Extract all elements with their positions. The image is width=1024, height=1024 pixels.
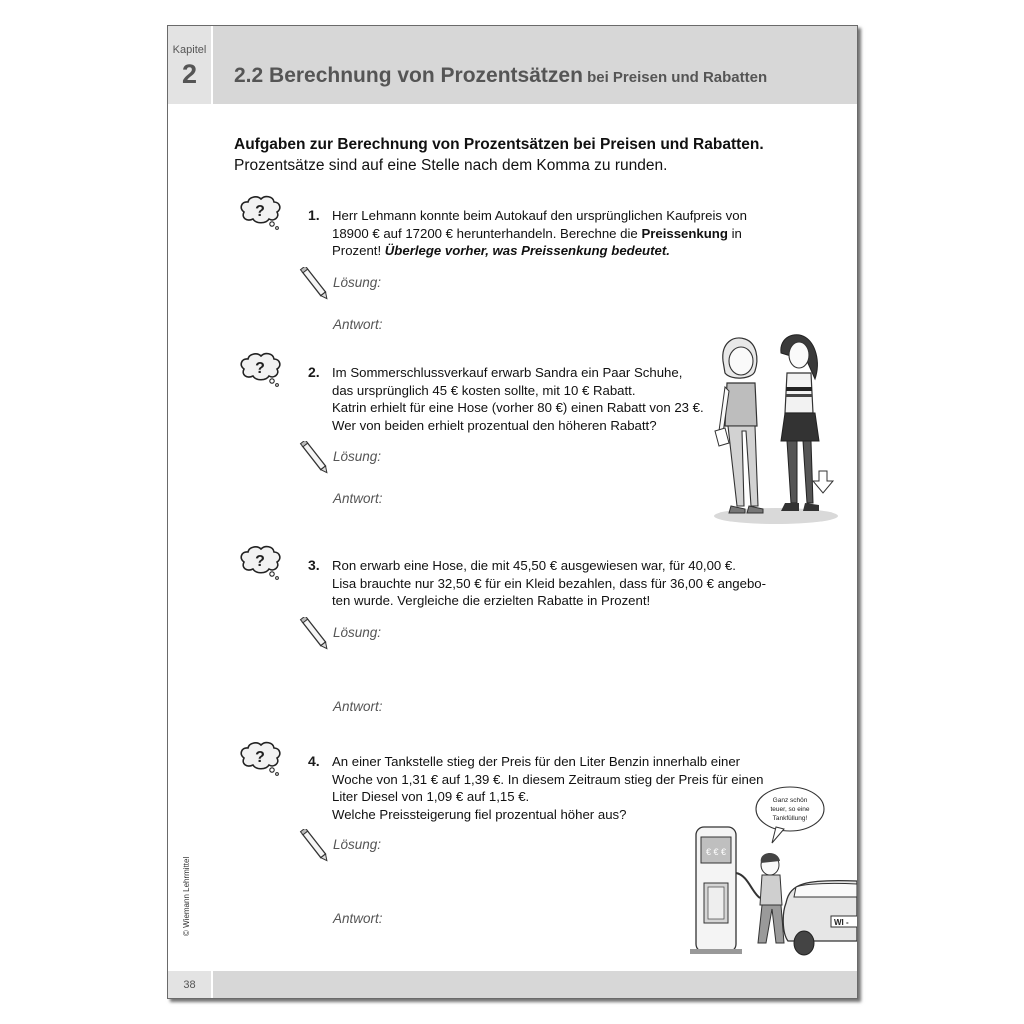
- pump-sign: € € €: [705, 847, 727, 857]
- svg-text:?: ?: [255, 203, 265, 220]
- pencil-icon: [299, 617, 331, 653]
- task-2-line-3: Katrin erhielt für eine Hose (vorher 80 €) einen Rabatt von 23 €.: [332, 400, 704, 415]
- task-1-line-2a: 18900 € auf 17200 € herunterhandeln. Berechne die: [332, 225, 642, 241]
- gas-station-illustration: [686, 783, 857, 956]
- task-3-text: [332, 557, 766, 610]
- task-4-answer-label: Antwort:: [333, 911, 383, 926]
- task-2-line-2: das ursprünglich 45 € kosten sollte, mit 10 € Rabatt.: [332, 382, 636, 398]
- task-1-line-3: [332, 242, 747, 260]
- intro-instruction: Prozentsätze sind auf eine Stelle nach dem Komma zu runden.: [234, 157, 668, 174]
- task-4-line-3: Liter Diesel von 1,09 € auf 1,15 €.: [332, 789, 530, 804]
- chapter-number: 2: [181, 59, 198, 89]
- worksheet-page: [167, 25, 858, 999]
- task-2-text: [332, 364, 704, 434]
- page-title: [234, 64, 767, 88]
- svg-text:?: ?: [255, 553, 265, 570]
- task-2-number: 2.: [308, 364, 320, 380]
- task-1-keyword: Preissenkung: [641, 225, 728, 241]
- task-2-line-4: Wer von beiden erhielt prozentual den höheren Rabatt?: [332, 417, 657, 433]
- pencil-icon: [299, 267, 331, 303]
- task-3-solution-label: Lösung:: [333, 625, 382, 640]
- task-3-number: 3.: [308, 557, 320, 573]
- speech-bubble-line-3: Tankfüllung!: [772, 815, 808, 822]
- pencil-icon: [299, 829, 331, 865]
- speech-bubble-line-2: teuer, so eine: [770, 806, 810, 813]
- license-plate: WI -: [834, 918, 849, 927]
- svg-text:?: ?: [255, 360, 265, 377]
- task-2-solution-label: Lösung:: [333, 449, 382, 464]
- page-title-main: 2.2 Berechnung von Prozentsätzen: [234, 64, 583, 87]
- task-4-line-1: An einer Tankstelle stieg der Preis für den Liter Benzin innerhalb einer: [332, 754, 741, 769]
- task-1-answer-label: Antwort:: [333, 317, 383, 332]
- page-number: 38: [183, 979, 196, 991]
- thinking-bubble-icon: [238, 740, 284, 778]
- task-3-answer-label: Antwort:: [333, 699, 383, 714]
- thinking-bubble-icon: [238, 194, 284, 232]
- svg-text:?: ?: [255, 749, 265, 766]
- task-1-hint: Überlege vorher, was Preissenkung bedeutet.: [384, 243, 670, 258]
- task-1-solution-label: Lösung:: [333, 275, 382, 290]
- task-2-answer-label: Antwort:: [333, 491, 383, 506]
- footer-bar: [213, 971, 857, 998]
- task-4-line-2: Woche von 1,31 € auf 1,39 €. In diesem Zeitraum stieg der Preis für einen: [332, 771, 764, 787]
- task-4-number: 4.: [308, 753, 320, 769]
- girls-shopping-illustration: [711, 331, 841, 526]
- task-1-line-2: [332, 225, 747, 243]
- intro-heading: Aufgaben zur Berechnung von Prozentsätzen bei Preisen und Rabatten.: [234, 136, 764, 153]
- task-1-line-2c: in: [727, 225, 742, 241]
- copyright-notice: © Wiemann Lehrmittel: [182, 856, 191, 936]
- thinking-bubble-icon: [238, 544, 284, 582]
- task-4-line-4: Welche Preissteigerung fiel prozentual höher aus?: [332, 806, 627, 822]
- thinking-bubble-icon: [238, 351, 284, 389]
- task-3-line-2: Lisa brauchte nur 32,50 € für ein Kleid bezahlen, dass für 36,00 € angebo-: [332, 575, 767, 591]
- task-1-line-1: Herr Lehmann konnte beim Autokauf den ursprünglichen Kaufpreis von: [332, 208, 747, 223]
- task-1-text: [332, 207, 747, 260]
- task-4-solution-label: Lösung:: [333, 837, 382, 852]
- pencil-icon: [299, 441, 331, 477]
- speech-bubble-line-1: Ganz schön: [772, 797, 808, 804]
- task-2-line-1: Im Sommerschlussverkauf erwarb Sandra ein Paar Schuhe,: [332, 365, 683, 380]
- task-1-line-3a: Prozent!: [332, 243, 385, 258]
- task-1-number: 1.: [308, 207, 320, 223]
- page-title-sub: bei Preisen und Rabatten: [582, 69, 768, 86]
- task-3-line-1: Ron erwarb eine Hose, die mit 45,50 € ausgewiesen war, für 40,00 €.: [332, 558, 736, 573]
- chapter-label: Kapitel: [172, 44, 207, 56]
- task-3-line-3: ten wurde. Vergleiche die erzielten Rabatte in Prozent!: [332, 593, 651, 608]
